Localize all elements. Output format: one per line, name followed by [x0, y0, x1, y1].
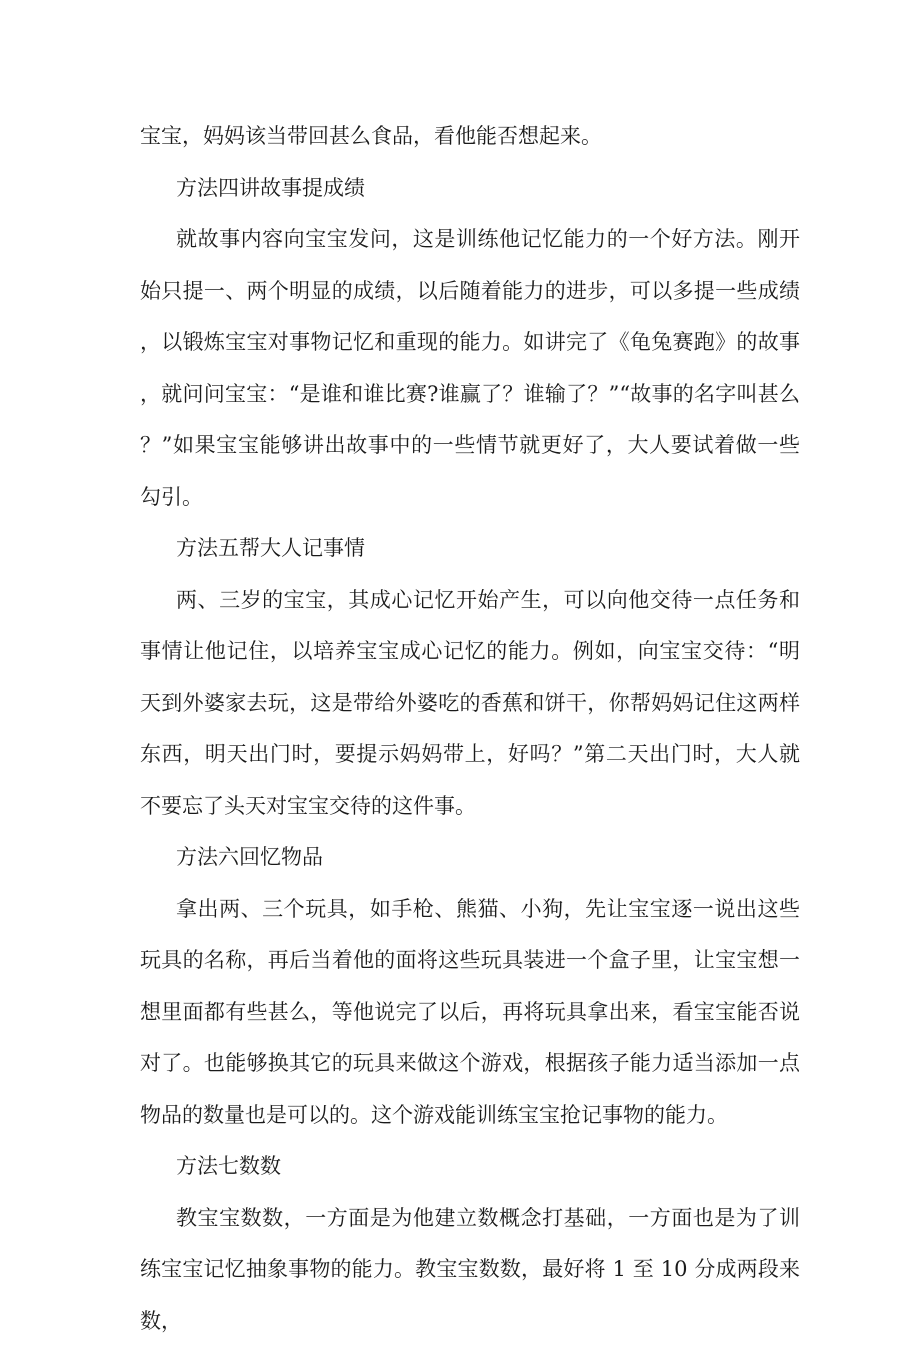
document-body [140, 111, 800, 1347]
section-heading-method-4: 方法四讲故事提成绩 [140, 163, 800, 215]
paragraph-method-5: 两、三岁的宝宝，其成心记忆开始产生，可以向他交待一点任务和事情让他记住，以培养宝宝成心记忆的能力。例如，向宝宝交待：“明天到外婆家去玩，这是带给外婆吃的香蕉和饼干，你帮妈妈记住这两样东西，明天出门时，要提示妈妈带上，好吗？”第二天出门时，大人就不要忘了头天对宝宝交待的这件事。 [140, 575, 800, 833]
section-heading-method-6: 方法六回忆物品 [140, 832, 800, 884]
section-heading-method-7: 方法七数数 [140, 1141, 800, 1193]
paragraph-method-7: 教宝宝数数，一方面是为他建立数概念打基础，一方面也是为了训练宝宝记忆抽象事物的能力。教宝宝数数，最好将 1 至 10 分成两段来数， [140, 1193, 800, 1347]
section-heading-method-5: 方法五帮大人记事情 [140, 523, 800, 575]
paragraph-method-6: 拿出两、三个玩具，如手枪、熊猫、小狗，先让宝宝逐一说出这些玩具的名称，再后当着他的面将这些玩具装进一个盒子里，让宝宝想一想里面都有些甚么，等他说完了以后，再将玩具拿出来，看宝宝能否说对了。也能够换其它的玩具来做这个游戏，根据孩子能力适当添加一点物品的数量也是可以的。这个游戏能训练宝宝抢记事物的能力。 [140, 884, 800, 1142]
paragraph-continuation: 宝宝，妈妈该当带回甚么食品，看他能否想起来。 [140, 111, 800, 163]
paragraph-method-4: 就故事内容向宝宝发问，这是训练他记忆能力的一个好方法。刚开始只提一、两个明显的成绩，以后随着能力的进步，可以多提一些成绩，以锻炼宝宝对事物记忆和重现的能力。如讲完了《龟兔赛跑》的故事，就问问宝宝：“是谁和谁比赛?谁赢了？谁输了？”“故事的名字叫甚么？”如果宝宝能够讲出故事中的一些情节就更好了，大人要试着做一些勾引。 [140, 214, 800, 523]
